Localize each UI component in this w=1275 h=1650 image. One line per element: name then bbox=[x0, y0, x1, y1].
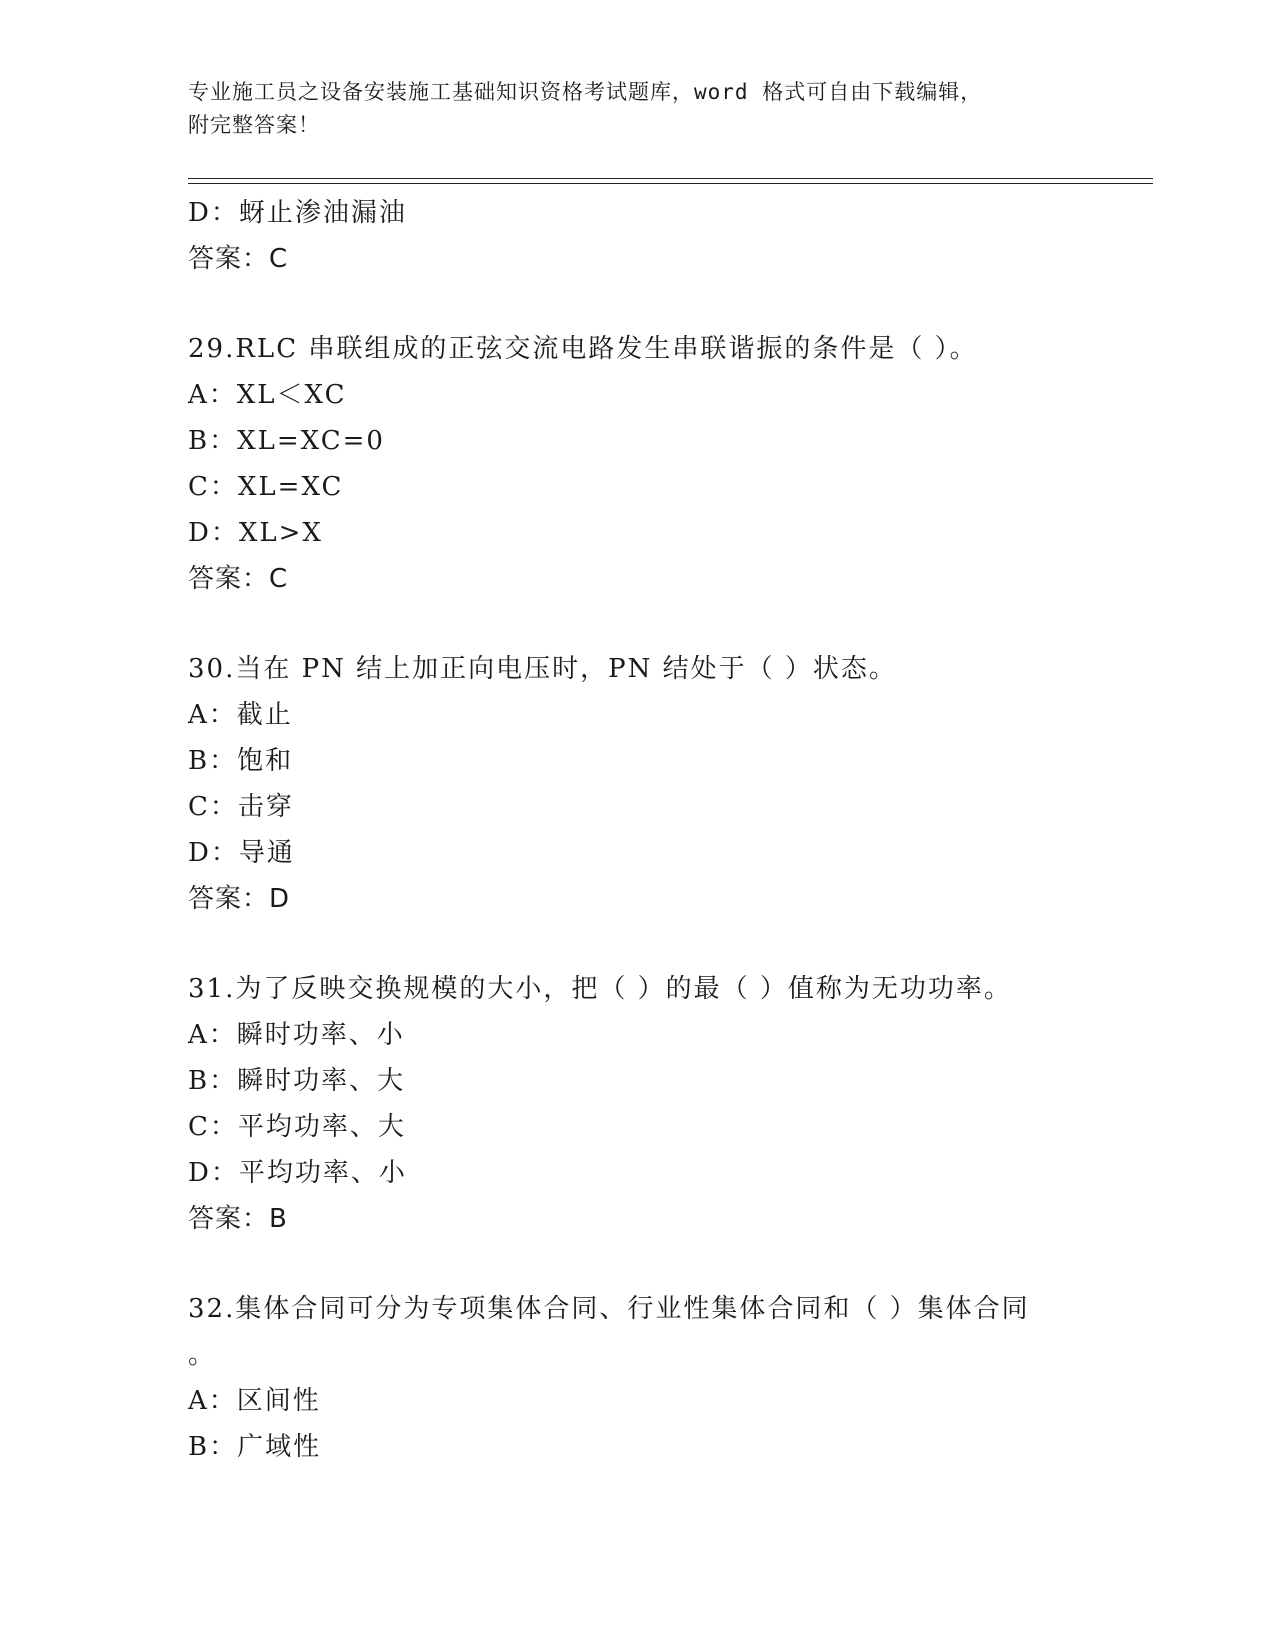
header-divider-bottom bbox=[188, 183, 1153, 184]
question-stem: 31.为了反映交换规模的大小，把（ ）的最（ ）值称为无功功率。 bbox=[188, 974, 1012, 1004]
option-c: C：平均功率、大 bbox=[188, 1112, 406, 1142]
option-d: D：XL>X bbox=[188, 518, 323, 548]
question-stem: 32.集体合同可分为专项集体合同、行业性集体合同和（ ）集体合同 bbox=[188, 1294, 1030, 1324]
question-32 bbox=[188, 1286, 1088, 1470]
option-c: C：击穿 bbox=[188, 792, 294, 822]
option-d: D：蚜止渗油漏油 bbox=[188, 198, 407, 228]
option-a: A：瞬时功率、小 bbox=[188, 1020, 405, 1050]
option-b: B：瞬时功率、大 bbox=[188, 1066, 406, 1096]
option-d: D：导通 bbox=[188, 838, 295, 868]
option-a: A：区间性 bbox=[188, 1386, 321, 1416]
answer-line: 答案：C bbox=[188, 564, 289, 594]
question-30 bbox=[188, 646, 1088, 922]
question-31 bbox=[188, 966, 1088, 1242]
question-stem: 30.当在 PN 结上加正向电压时，PN 结处于（ ）状态。 bbox=[188, 654, 897, 684]
header-line-2: 附完整答案！ bbox=[188, 113, 320, 137]
question-29 bbox=[188, 326, 1088, 602]
question-list bbox=[188, 190, 1088, 1470]
header-line-1: 专业施工员之设备安装施工基础知识资格考试题库，word 格式可自由下载编辑， bbox=[188, 80, 983, 104]
option-c: C：XL=XC bbox=[188, 472, 344, 502]
document-header bbox=[188, 76, 1068, 142]
option-a: A：截止 bbox=[188, 700, 293, 730]
option-b: B：饱和 bbox=[188, 746, 294, 776]
option-b: B：XL=XC=0 bbox=[188, 426, 385, 456]
question-stem-continuation: 。 bbox=[188, 1340, 217, 1370]
question-stem: 29.RLC 串联组成的正弦交流电路发生串联谐振的条件是（ ）。 bbox=[188, 334, 978, 364]
answer-line: 答案：B bbox=[188, 1204, 288, 1234]
answer-line: 答案：D bbox=[188, 884, 291, 914]
answer-line: 答案：C bbox=[188, 244, 289, 274]
header-divider-top bbox=[188, 178, 1153, 179]
option-a: A：XL＜XC bbox=[188, 380, 347, 410]
option-b: B：广域性 bbox=[188, 1432, 322, 1462]
option-d: D：平均功率、小 bbox=[188, 1158, 407, 1188]
